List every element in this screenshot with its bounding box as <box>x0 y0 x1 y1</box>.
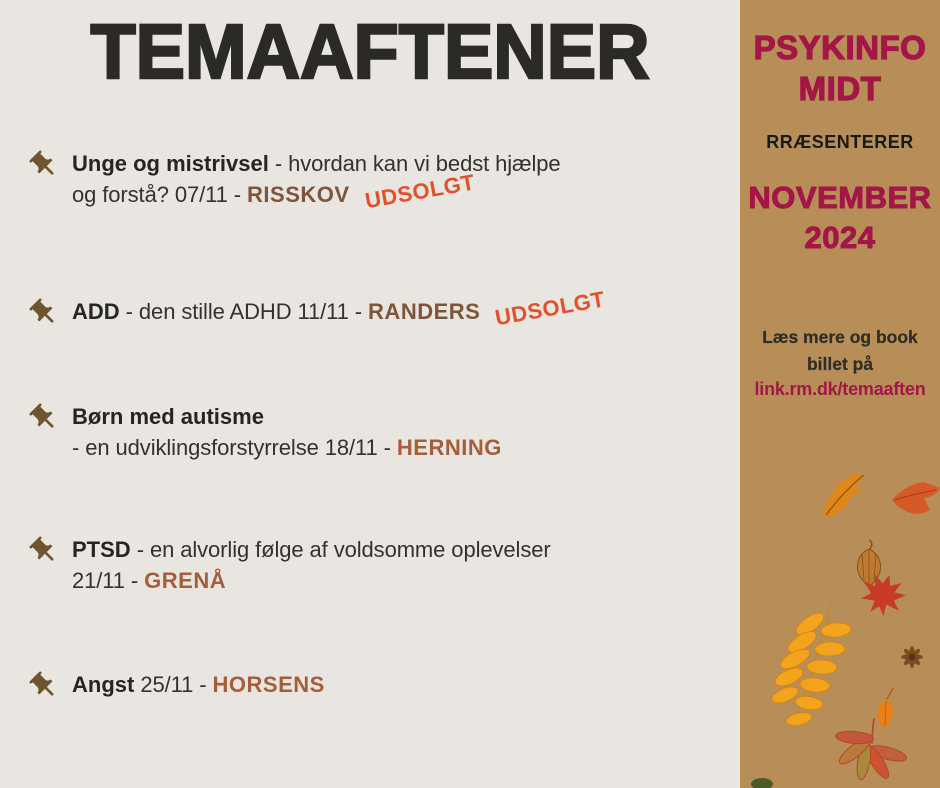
pushpin-icon <box>28 149 60 186</box>
event-description: - en udviklingsforstyrrelse 18/11 - <box>72 435 397 460</box>
virginia-creeper-leaf-icon <box>828 716 914 788</box>
event-item-ptsd <box>28 534 551 596</box>
brand-line2: MIDT <box>798 70 882 107</box>
pushpin-icon <box>28 402 60 439</box>
event-text <box>72 148 561 214</box>
booking-link-text: link.rm.dk/temaaften <box>754 379 926 399</box>
pushpin-icon <box>28 670 60 707</box>
event-item-born-med-autisme <box>28 401 502 463</box>
brand-line1: PSYKINFO <box>753 29 927 66</box>
event-item-angst <box>28 669 325 707</box>
month-title <box>740 178 940 258</box>
event-date: 25/11 - <box>134 672 213 697</box>
pushpin-icon <box>28 297 60 334</box>
brand-title <box>740 27 940 109</box>
event-topic: PTSD <box>72 537 131 562</box>
sidebar <box>740 0 940 788</box>
event-text <box>72 401 502 463</box>
event-topic: Børn med autisme <box>72 404 264 429</box>
page-title: TEMAAFTENER <box>90 8 650 95</box>
green-leaf-tip-icon <box>750 774 774 788</box>
oak-leaf-icon <box>814 468 876 524</box>
month-line2: 2024 <box>804 220 876 255</box>
event-topic: Angst <box>72 672 135 697</box>
event-item-unge-og-mistrivsel <box>28 148 561 214</box>
event-location: GRENÅ <box>144 568 227 593</box>
star-anise-icon <box>895 640 929 674</box>
pushpin-icon <box>28 535 60 572</box>
cta-text <box>740 324 940 378</box>
month-line1: NOVEMBER <box>748 180 932 215</box>
event-description: - en alvorlig følge af voldsomme oplevelser <box>130 537 551 562</box>
cta-line1: Læs mere og book <box>762 327 918 347</box>
event-text <box>72 286 608 331</box>
event-item-add <box>28 286 608 334</box>
soldout-badge: UDSOLGT <box>493 286 608 331</box>
event-location: HORSENS <box>212 672 325 697</box>
event-location: HERNING <box>396 435 502 460</box>
rowan-leaf-icon <box>768 596 860 730</box>
red-maple-leaf-icon <box>858 572 908 618</box>
event-description: - hvordan kan vi bedst hjælpe <box>268 151 561 176</box>
event-text <box>72 669 325 700</box>
event-topic: ADD <box>72 299 120 324</box>
red-leaf-fragment-icon <box>890 480 940 522</box>
event-date: og forstå? 07/11 - <box>72 182 248 207</box>
event-location: RANDERS <box>368 299 481 324</box>
event-description: - den stille ADHD 11/11 - <box>119 299 369 324</box>
presents-label: RRÆSENTERER <box>766 132 914 152</box>
event-location: RISSKOV <box>247 182 350 207</box>
event-date: 21/11 - <box>72 568 145 593</box>
soldout-badge: UDSOLGT <box>362 169 477 214</box>
cta-line2: billet på <box>806 354 874 374</box>
event-topic: Unge og mistrivsel <box>72 151 269 176</box>
event-text <box>72 534 551 596</box>
